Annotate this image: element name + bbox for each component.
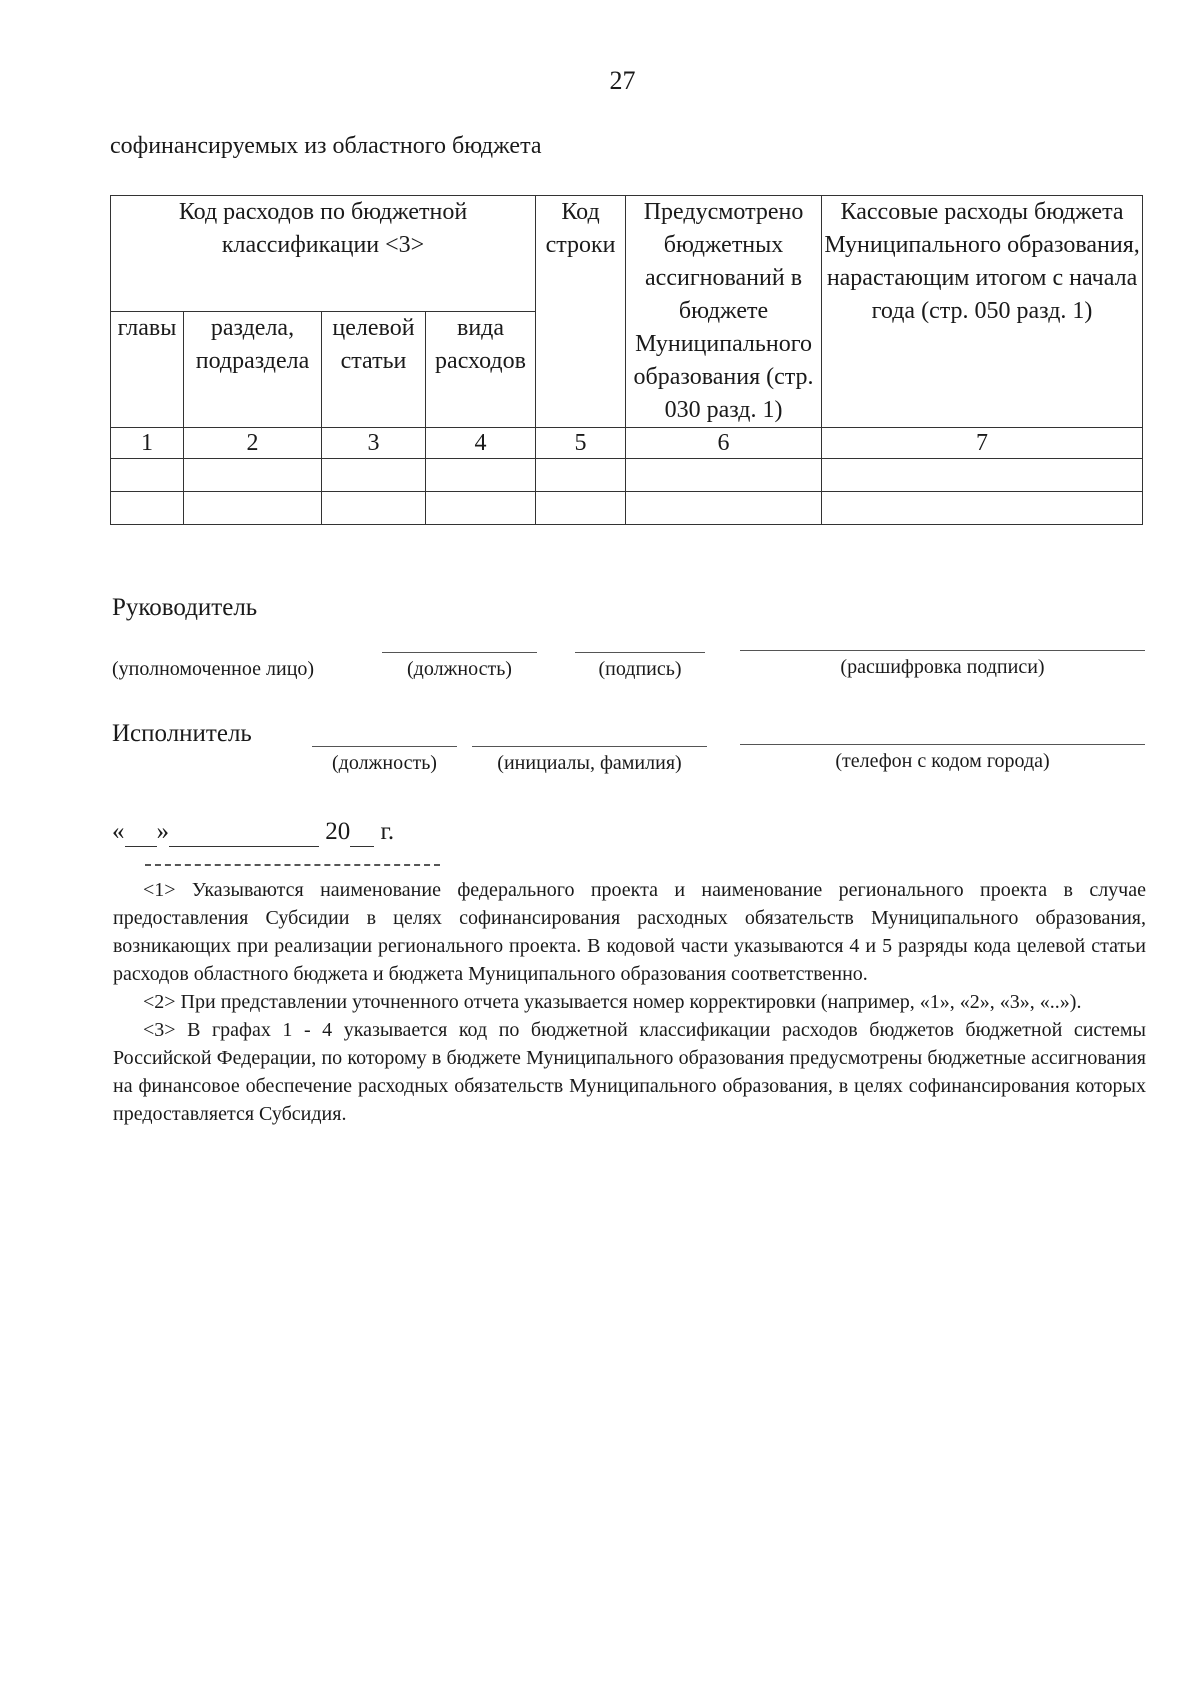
column-number-row (111, 428, 1143, 459)
date-close-quote: » (156, 818, 169, 845)
page-number: 27 (609, 66, 636, 95)
head-signature-caption: (подпись) (598, 658, 682, 680)
target-article-header: целевой статьи (322, 312, 426, 428)
table-cell[interactable] (111, 492, 184, 525)
executor-phone-line[interactable] (740, 744, 1145, 745)
table-cell[interactable] (822, 459, 1143, 492)
month-blank[interactable] (169, 818, 319, 847)
table-cell[interactable] (626, 459, 822, 492)
table-header-row (111, 196, 1143, 312)
expense-type-header: вида расходов (426, 312, 536, 428)
column-number: 3 (322, 428, 426, 459)
head-position-line[interactable] (382, 652, 537, 653)
column-number: 7 (822, 428, 1143, 459)
planned-allocations-header: Предусмотрено бюджетных ассигнований в бюджете Муниципального образования (стр. 030 разд. 1) (626, 196, 822, 428)
table-cell[interactable] (426, 459, 536, 492)
cash-expenditures-header: Кассовые расходы бюджета Муниципального образования, нарастающим итогом с начала года (стр. 050 разд. 1) (822, 196, 1143, 428)
authorized-person-caption: (уполномоченное лицо) (112, 658, 315, 680)
head-signature-line[interactable] (575, 652, 705, 653)
date-line (112, 818, 394, 847)
table-cell[interactable] (536, 492, 626, 525)
footnote-2: <2> При представлении уточненного отчета указывается номер корректировки (например, «1», «2», «3», «..»). (143, 991, 1082, 1013)
budget-report-table (110, 195, 1143, 525)
page-heading: софинансируемых из областного бюджета (110, 133, 542, 159)
executor-phone-caption: (телефон с кодом города) (835, 750, 1050, 772)
column-number: 2 (184, 428, 322, 459)
footnote-3: <3> В графах 1 - 4 указывается код по бюджетной классификации расходов бюджетов бюджетной системы Российской Федерации, по которому в бюджете Муниципального образования предусмотрены бюджетные ассигнования на финансовое обеспечение расходных обязательств Муниципального образования, в целях софинансирования которых предоставляется Субсидия. (113, 1019, 1146, 1125)
column-number: 6 (626, 428, 822, 459)
table-cell[interactable] (626, 492, 822, 525)
year-prefix: 20 (325, 818, 351, 845)
footnote-separator (145, 864, 440, 866)
date-open-quote: « (112, 818, 125, 845)
budget-code-group-header: Код расходов по бюджетной классификации <3> (111, 196, 536, 312)
head-position-caption: (должность) (407, 658, 512, 680)
table-row (111, 492, 1143, 525)
table-cell[interactable] (426, 492, 536, 525)
table-cell[interactable] (184, 492, 322, 525)
executor-position-line[interactable] (312, 746, 457, 747)
table-cell[interactable] (111, 459, 184, 492)
day-blank[interactable] (125, 818, 157, 847)
table-cell[interactable] (184, 459, 322, 492)
column-number: 5 (536, 428, 626, 459)
line-code-header: Код строки (536, 196, 626, 428)
year-suffix: г. (380, 818, 395, 845)
footnotes (113, 876, 1146, 1128)
section-header: раздела, подраздела (184, 312, 322, 428)
column-number: 4 (426, 428, 536, 459)
executor-label: Исполнитель (112, 720, 252, 747)
executor-name-line[interactable] (472, 746, 707, 747)
column-number: 1 (111, 428, 184, 459)
footnote-1: <1> Указываются наименование федерального проекта и наименование регионального проекта в случае предоставления Субсидии в целях софинансирования расходных обязательств Муниципального образования, возникающих при реализации регионального проекта. В кодовой части указываются 4 и 5 разряды кода целевой статьи расходов областного бюджета и бюджета Муниципального образования соответственно. (113, 879, 1146, 985)
table-cell[interactable] (322, 459, 426, 492)
executor-name-caption: (инициалы, фамилия) (497, 752, 682, 774)
table-cell[interactable] (536, 459, 626, 492)
year-blank[interactable] (350, 818, 374, 847)
executor-position-caption: (должность) (332, 752, 437, 774)
table-cell[interactable] (822, 492, 1143, 525)
table-row (111, 459, 1143, 492)
head-decoding-line[interactable] (740, 650, 1145, 651)
chapter-header: главы (111, 312, 184, 428)
table-cell[interactable] (322, 492, 426, 525)
head-decoding-caption: (расшифровка подписи) (840, 656, 1045, 678)
head-label: Руководитель (112, 594, 258, 621)
